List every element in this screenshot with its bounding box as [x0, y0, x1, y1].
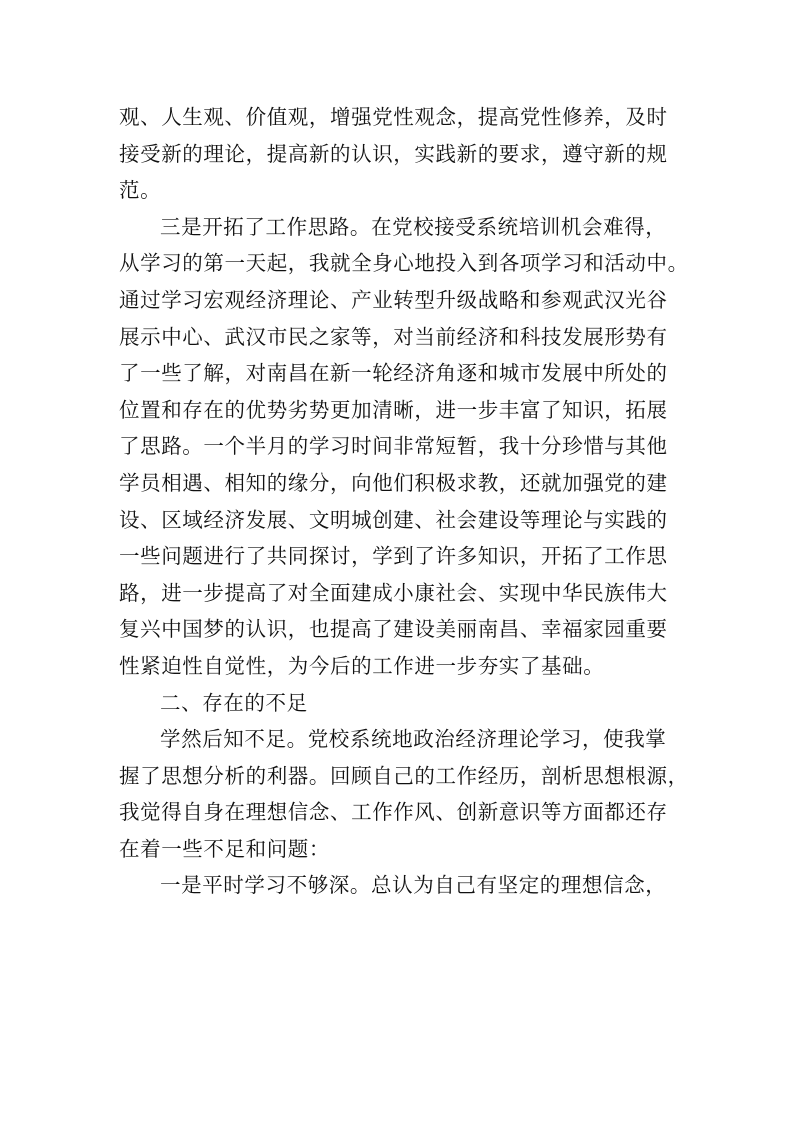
text-line: 学员相遇、相知的缘分，向他们积极求教，还就加强党的建 [119, 470, 668, 495]
text-line: 复兴中国梦的认识，也提高了建设美丽南昌、幸福家园重要 [119, 617, 668, 642]
text-line: 了思路。一个半月的学习时间非常短暂，我十分珍惜与其他 [119, 434, 668, 459]
text-line: 路，进一步提高了对全面建成小康社会、实现中华民族伟大 [119, 580, 668, 605]
text-line: 了一些了解，对南昌在新一轮经济角逐和城市发展中所处的 [119, 361, 668, 386]
text-line: 范。 [119, 178, 162, 203]
text-line: 性紧迫性自觉性，为今后的工作进一步夯实了基础。 [119, 653, 605, 678]
section-heading: 二、存在的不足 [160, 690, 308, 715]
text-line: 设、区域经济发展、文明城创建、社会建设等理论与实践的 [119, 507, 668, 532]
text-line: 在着一些不足和问题： [119, 836, 330, 861]
text-line: 位置和存在的优势劣势更加清晰，进一步丰富了知识，拓展 [119, 397, 668, 422]
text-line: 一些问题进行了共同探讨，学到了许多知识，开拓了工作思 [119, 544, 668, 569]
paragraph-first-line: 三是开拓了工作思路。在党校接受系统培训机会难得， [160, 214, 667, 239]
paragraph-first-line: 一是平时学习不够深。总认为自己有坚定的理想信念， [160, 873, 667, 898]
text-line: 展示中心、武汉市民之家等，对当前经济和科技发展形势有 [119, 324, 668, 349]
paragraph-first-line: 学然后知不足。党校系统地政治经济理论学习，使我掌 [160, 727, 667, 752]
document-body [119, 99, 689, 904]
text-line: 观、人生观、价值观，增强党性观念，提高党性修养，及时 [119, 105, 668, 129]
text-line: 通过学习宏观经济理论、产业转型升级战略和参观武汉光谷 [119, 287, 668, 312]
text-line: 我觉得自身在理想信念、工作作风、创新意识等方面都还存 [119, 800, 668, 825]
text-line: 握了思想分析的利器。回顾自己的工作经历，剖析思想根源， [119, 763, 689, 788]
text-line: 从学习的第一天起，我就全身心地投入到各项学习和活动中。 [119, 251, 689, 276]
text-line: 接受新的理论，提高新的认识，实践新的要求，遵守新的规 [119, 141, 668, 166]
